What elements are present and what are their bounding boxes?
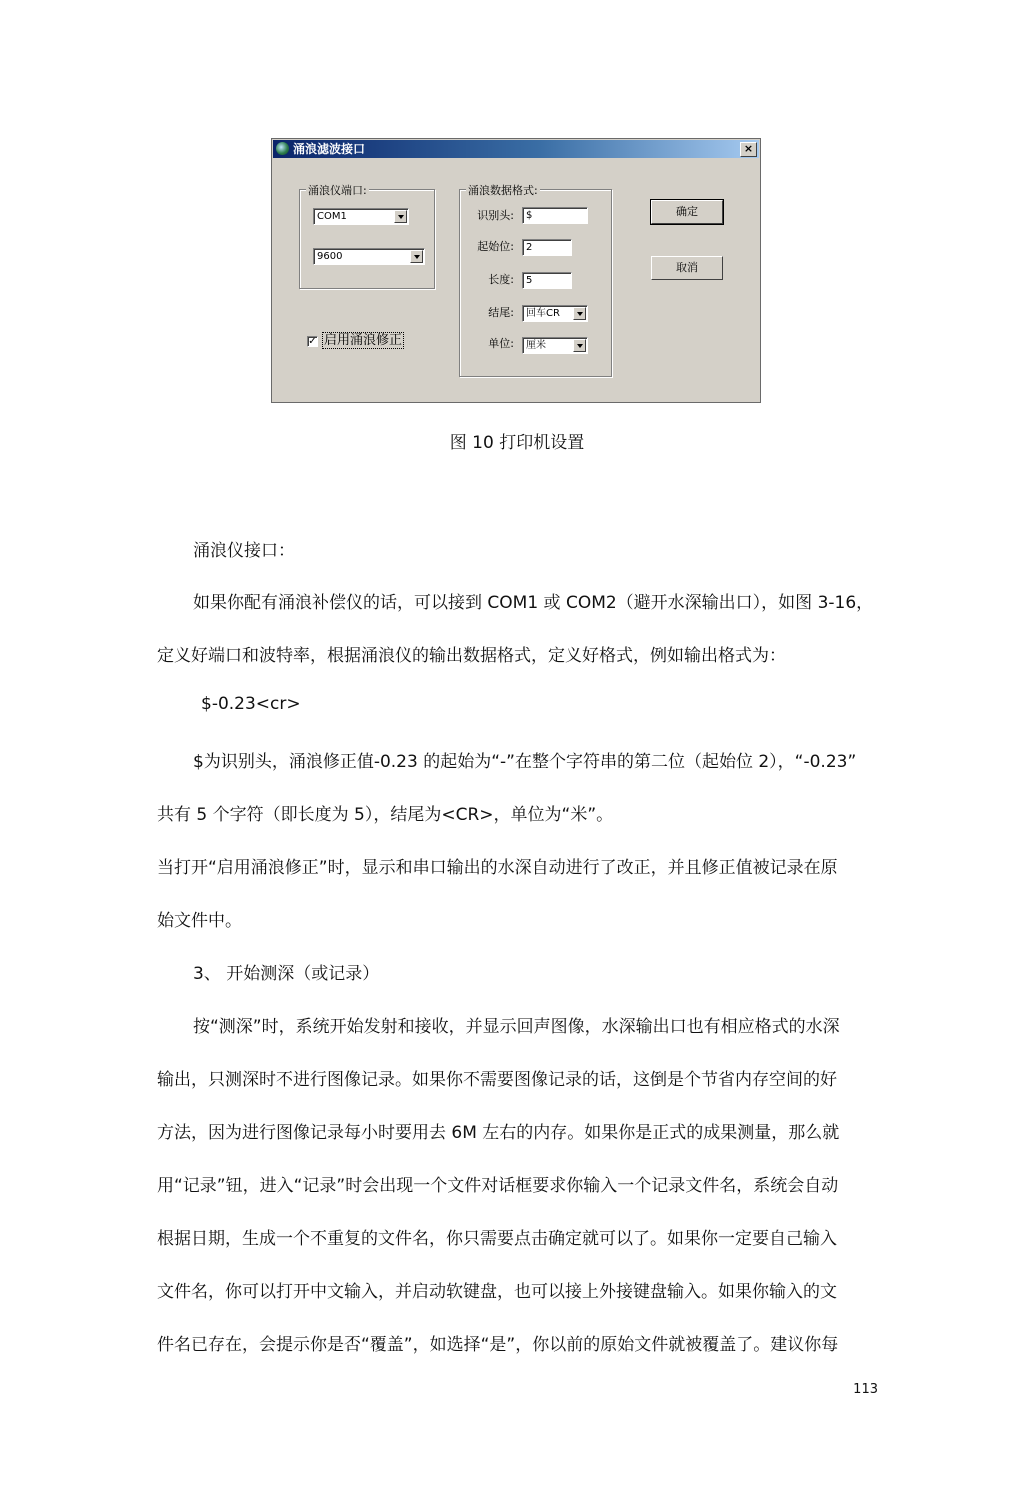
unit-label: 单位: [488, 337, 514, 350]
chevron-down-icon[interactable] [573, 339, 586, 352]
end-char-label: 结尾: [488, 306, 514, 319]
port-group-label: 涌浪仪端口: [308, 184, 367, 197]
figure-caption: 图 10 打印机设置 [449, 433, 585, 453]
unit-select-value: 厘米 [526, 340, 546, 351]
baud-select[interactable] [313, 248, 425, 265]
paragraph-line: 件名已存在，会提示你是否“覆盖”，如选择“是”，你以前的原始文件就被覆盖了。建议你每 [157, 1335, 839, 1355]
start-position-input[interactable]: 2 [522, 239, 572, 256]
end-char-select-value: 回车CR [526, 308, 560, 319]
end-char-select[interactable] [522, 305, 588, 322]
paragraph-line: 输出，只测深时不进行图像记录。如果你不需要图像记录的话，这倒是个节省内存空间的好 [157, 1070, 837, 1090]
ok-button[interactable]: 确定 [651, 200, 723, 224]
id-head-label: 识别头: [477, 209, 514, 222]
page-number: 113 [853, 1382, 878, 1397]
port-select[interactable] [313, 208, 409, 225]
paragraph-line: 当打开“启用涌浪修正”时，显示和串口输出的水深自动进行了改正，并且修正值被记录在原 [157, 858, 838, 878]
enable-wave-correction-label[interactable]: 启用涌浪修正 [324, 333, 403, 348]
length-label: 长度: [488, 273, 514, 286]
paragraph-line: $为识别头，涌浪修正值-0.23 的起始为“-”在整个字符串的第二位（起始位 2），“-0.23” [193, 752, 857, 772]
format-group-label: 涌浪数据格式: [468, 184, 538, 197]
paragraph-line: 文件名，你可以打开中文输入，并启动软键盘，也可以接上外接键盘输入。如果你输入的文 [157, 1282, 837, 1302]
chevron-down-icon[interactable] [573, 307, 586, 320]
chevron-down-icon[interactable] [410, 250, 423, 263]
paragraph-line: 定义好端口和波特率，根据涌浪仪的输出数据格式，定义好格式，例如输出格式为： [157, 646, 786, 666]
start-position-label: 起始位: [477, 240, 514, 253]
port-select-value: COM1 [317, 211, 347, 222]
cancel-button[interactable]: 取消 [651, 256, 723, 280]
paragraph-line: 方法，因为进行图像记录每小时要用去 6M 左右的内存。如果你是正式的成果测量，那么就 [157, 1123, 840, 1143]
app-icon [276, 142, 289, 155]
paragraph-line: 按“测深”时，系统开始发射和接收，并显示回声图像，水深输出口也有相应格式的水深 [193, 1017, 840, 1037]
unit-select[interactable] [522, 337, 588, 354]
section-heading: 3、 开始测深（或记录） [193, 964, 380, 984]
paragraph-line: 始文件中。 [157, 911, 242, 931]
enable-wave-correction-checkbox[interactable]: ✓ [308, 336, 317, 347]
paragraph-line: $-0.23<cr> [201, 694, 301, 714]
paragraph-line: 根据日期，生成一个不重复的文件名，你只需要点击确定就可以了。如果你一定要自己输入 [157, 1229, 837, 1249]
dialog-titlebar [273, 140, 759, 158]
baud-select-value: 9600 [317, 251, 343, 262]
port-groupbox [299, 184, 435, 289]
paragraph-line: 如果你配有涌浪补偿仪的话，可以接到 COM1 或 COM2（避开水深输出口），如图 3-16， [193, 593, 874, 613]
paragraph-line: 共有 5 个字符（即长度为 5），结尾为<CR>，单位为“米”。 [157, 805, 614, 825]
length-input[interactable]: 5 [522, 272, 572, 289]
chevron-down-icon[interactable] [394, 210, 407, 223]
paragraph-line: 涌浪仪接口： [193, 541, 295, 561]
close-button[interactable]: × [740, 142, 757, 157]
paragraph-line: 用“记录”钮，进入“记录”时会出现一个文件对话框要求你输入一个记录文件名，系统会自动 [157, 1176, 839, 1196]
dialog-title: 涌浪滤波接口 [293, 142, 366, 156]
wave-filter-dialog [271, 138, 761, 403]
id-head-input[interactable]: $ [522, 207, 588, 224]
